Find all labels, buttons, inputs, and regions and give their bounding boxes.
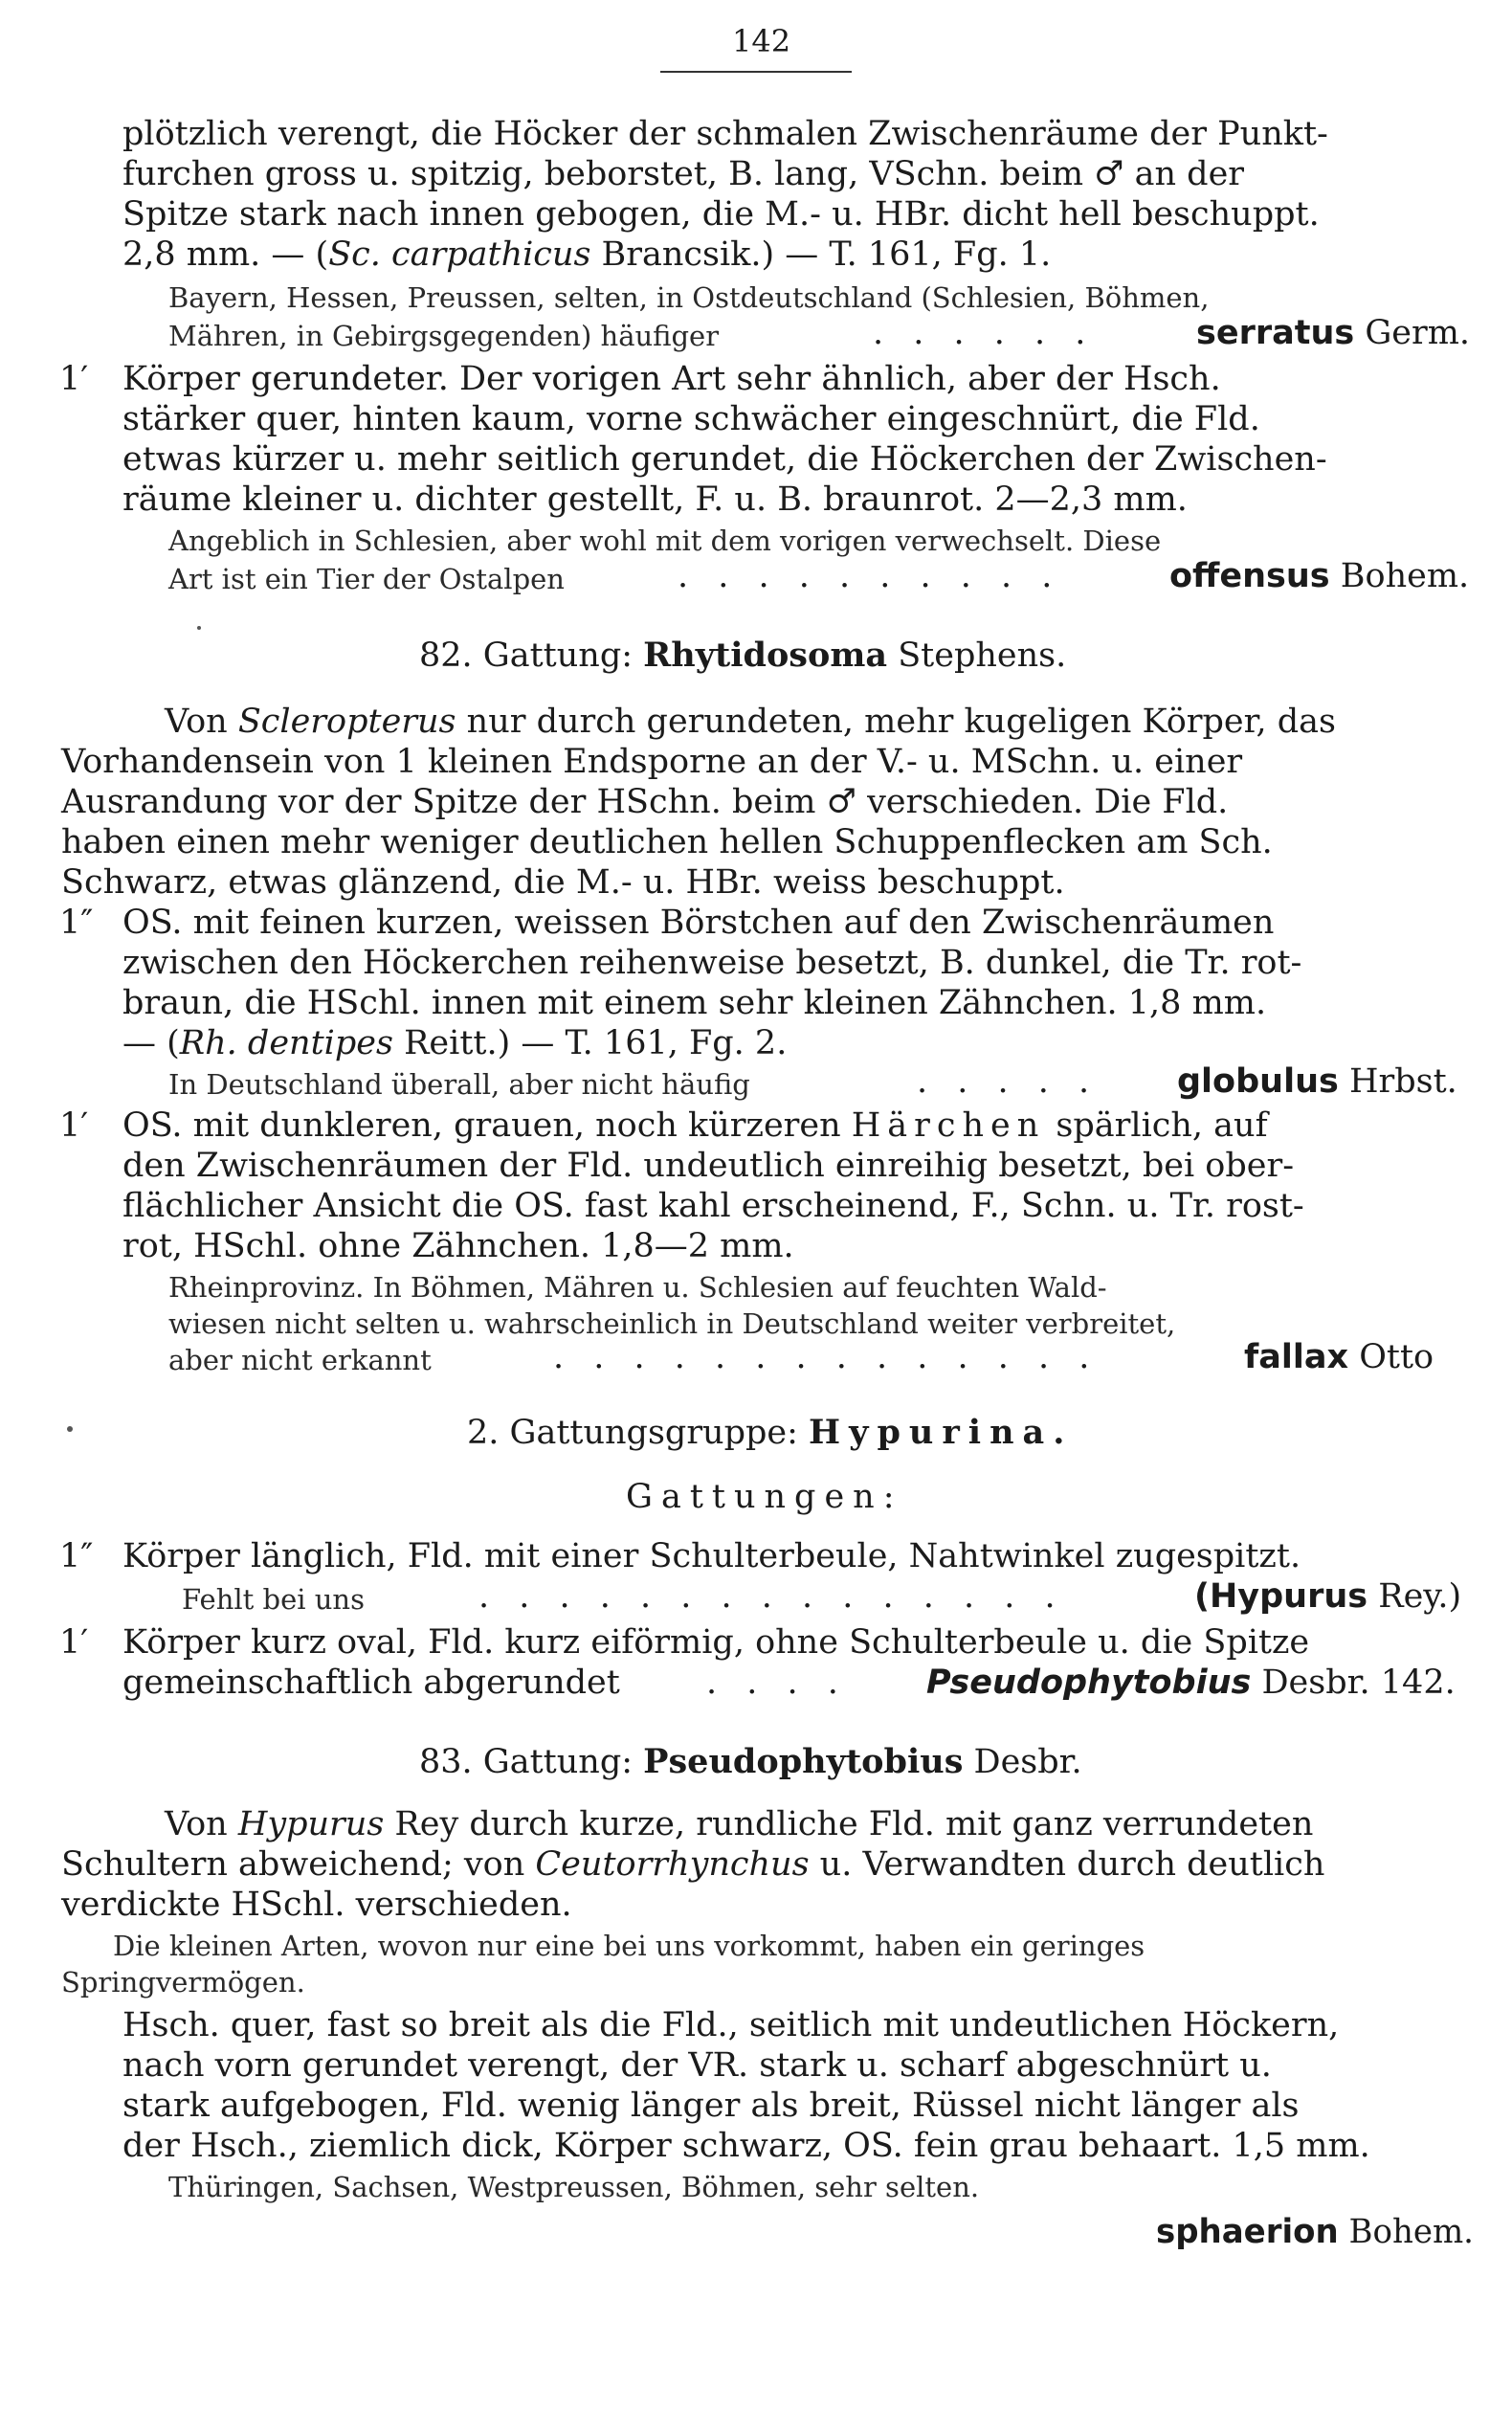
text-line: furchen gross u. spitzig, beborstet, B. lang, VSchn. beim ♂ an der <box>122 155 1245 193</box>
text-line: räume kleiner u. dichter gestellt, F. u. B. braunrot. 2—2,3 mm. <box>122 480 1188 519</box>
text-line: verdickte HSchl. verschieden. <box>61 1886 572 1924</box>
text-line: Schultern abweichend; von Ceutorrhynchus u. Verwandten durch deutlich <box>61 1845 1325 1884</box>
dot-leader: . . . . . . . . . . <box>678 557 1062 595</box>
author: Otto <box>1359 1338 1434 1376</box>
key-label: 1″ <box>59 1537 94 1575</box>
genus-heading: 82. Gattung: Rhytidosoma Stephens. <box>419 636 1067 675</box>
text-line: Springvermögen. <box>61 1966 305 1999</box>
distribution-line: Angeblich in Schlesien, aber wohl mit dem vorigen verwechselt. Diese <box>168 525 1162 557</box>
text-line: Von Hypurus Rey durch kurze, rundliche Fld. mit ganz verrundeten <box>165 1805 1314 1843</box>
dot-leader: . . . . <box>706 1664 848 1702</box>
key-label: 1′ <box>59 1623 89 1662</box>
key-label: 1′ <box>59 360 89 398</box>
text-line: 2,8 mm. — (Sc. carpathicus Brancsik.) — T. 161, Fg. 1. <box>122 235 1052 274</box>
distribution-line: Art ist ein Tier der Ostalpen <box>168 563 565 595</box>
dot-leader: . . . . . . <box>873 314 1096 352</box>
text-line: Spitze stark nach innen gebogen, die M.- u. HBr. dicht hell beschuppt. <box>122 195 1320 234</box>
text-line: Körper länglich, Fld. mit einer Schulterbeule, Nahtwinkel zugespitzt. <box>122 1537 1301 1575</box>
distribution-line: Mähren, in Gebirgsgegenden) häufiger <box>168 320 720 352</box>
author: Hrbst. <box>1348 1062 1457 1101</box>
text-line: braun, die HSchl. innen mit einem sehr kleinen Zähnchen. 1,8 mm. <box>122 984 1267 1022</box>
author: Germ. <box>1365 314 1471 352</box>
text-line: Körper kurz oval, Fld. kurz eiförmig, ohne Schulterbeule u. die Spitze <box>122 1623 1310 1662</box>
genus-name: Pseudophytobius Desbr. 142. <box>926 1664 1456 1702</box>
dot-leader: . . . . . . . . . . . . . . <box>553 1338 1100 1376</box>
text-line: Schwarz, etwas glänzend, die M.- u. HBr. weiss beschuppt. <box>61 863 1065 902</box>
text-line: etwas kürzer u. mehr seitlich gerundet, die Höckerchen der Zwischen- <box>122 440 1327 479</box>
text-line: Körper gerundeter. Der vorigen Art sehr ähnlich, aber der Hsch. <box>122 360 1221 398</box>
species-name: serratus Germ. <box>1196 314 1471 352</box>
text-line: stark aufgebogen, Fld. wenig länger als breit, Rüssel nicht länger als <box>122 2087 1300 2125</box>
text-line: rot, HSchl. ohne Zähnchen. 1,8—2 mm. <box>122 1227 794 1265</box>
species-name: sphaerion Bohem. <box>1156 2213 1474 2251</box>
genus-heading: 83. Gattung: Pseudophytobius Desbr. <box>419 1742 1082 1781</box>
distribution-line: wiesen nicht selten u. wahrscheinlich in Deutschland weiter verbreitet, <box>168 1307 1176 1340</box>
text-line: OS. mit feinen kurzen, weissen Börstchen auf den Zwischenräumen <box>122 904 1275 942</box>
genus-name: (Hypurus Rey.) <box>1194 1577 1462 1616</box>
text-line: Ausrandung vor der Spitze der HSchn. beim ♂ verschieden. Die Fld. <box>61 783 1229 821</box>
dot-leader: . . . . . <box>917 1062 1100 1101</box>
key-label: 1″ <box>59 904 94 942</box>
distribution-line: Thüringen, Sachsen, Westpreussen, Böhmen, sehr selten. <box>168 2171 980 2203</box>
text-line: — (Rh. dentipes Reitt.) — T. 161, Fg. 2. <box>122 1024 788 1062</box>
dot-leader: . . . . . . . . . . . . . . . <box>478 1577 1065 1616</box>
distribution-line: In Deutschland überall, aber nicht häufig <box>168 1068 750 1101</box>
text-line: zwischen den Höckerchen reihenweise besetzt, B. dunkel, die Tr. rot- <box>122 944 1302 982</box>
print-speck <box>67 1426 73 1432</box>
text-line: Die kleinen Arten, wovon nur eine bei uns vorkommt, haben ein geringes <box>113 1930 1145 1962</box>
text-line: der Hsch., ziemlich dick, Körper schwarz, OS. fein grau behaart. 1,5 mm. <box>122 2127 1370 2165</box>
text-line: Hsch. quer, fast so breit als die Fld., seitlich mit undeutlichen Höckern, <box>122 2006 1340 2044</box>
distribution-line: Bayern, Hessen, Preussen, selten, in Ostdeutschland (Schlesien, Böhmen, <box>168 281 1210 314</box>
text-line: nach vorn gerundet verengt, der VR. stark u. scharf abgeschnürt u. <box>122 2046 1272 2085</box>
section-heading: 2. Gattungsgruppe: Hypurina. <box>467 1413 1074 1452</box>
header-rule <box>660 71 852 73</box>
subsection-heading: Gattungen: <box>626 1478 903 1516</box>
text-line: Vorhandensein von 1 kleinen Endsporne an der V.- u. MSchn. u. einer <box>61 743 1243 781</box>
print-speck <box>197 626 201 630</box>
text-line: OS. mit dunkleren, grauen, noch kürzeren Härchen spärlich, auf <box>122 1106 1268 1145</box>
text-line: gemeinschaftlich abgerundet <box>122 1664 620 1702</box>
author: Bohem. <box>1348 2213 1474 2251</box>
text-line: Von Scleropterus nur durch gerundeten, mehr kugeligen Körper, das <box>165 703 1336 741</box>
species-name: fallax Otto <box>1244 1338 1434 1376</box>
species-name: globulus Hrbst. <box>1177 1062 1457 1101</box>
author: Bohem. <box>1340 557 1470 595</box>
author: Desbr. 142. <box>1261 1664 1456 1702</box>
key-label: 1′ <box>59 1106 89 1145</box>
text-line: flächlicher Ansicht die OS. fast kahl erscheinend, F., Schn. u. Tr. rost- <box>122 1187 1304 1225</box>
text-line: haben einen mehr weniger deutlichen hellen Schuppenflecken am Sch. <box>61 823 1273 861</box>
text-line: den Zwischenräumen der Fld. undeutlich einreihig besetzt, bei ober- <box>122 1147 1295 1185</box>
text-line: plötzlich verengt, die Höcker der schmalen Zwischenräume der Punkt- <box>122 115 1328 153</box>
species-name: offensus Bohem. <box>1169 557 1470 595</box>
author: Rey.) <box>1378 1577 1462 1616</box>
distribution-line: Fehlt bei uns <box>182 1583 365 1616</box>
distribution-line: aber nicht erkannt <box>168 1344 432 1376</box>
synonym: Sc. carpathicus <box>328 235 591 274</box>
text-line: stärker quer, hinten kaum, vorne schwächer eingeschnürt, die Fld. <box>122 400 1260 438</box>
distribution-line: Rheinprovinz. In Böhmen, Mähren u. Schlesien auf feuchten Wald- <box>168 1271 1107 1304</box>
page-number: 142 <box>732 23 791 59</box>
